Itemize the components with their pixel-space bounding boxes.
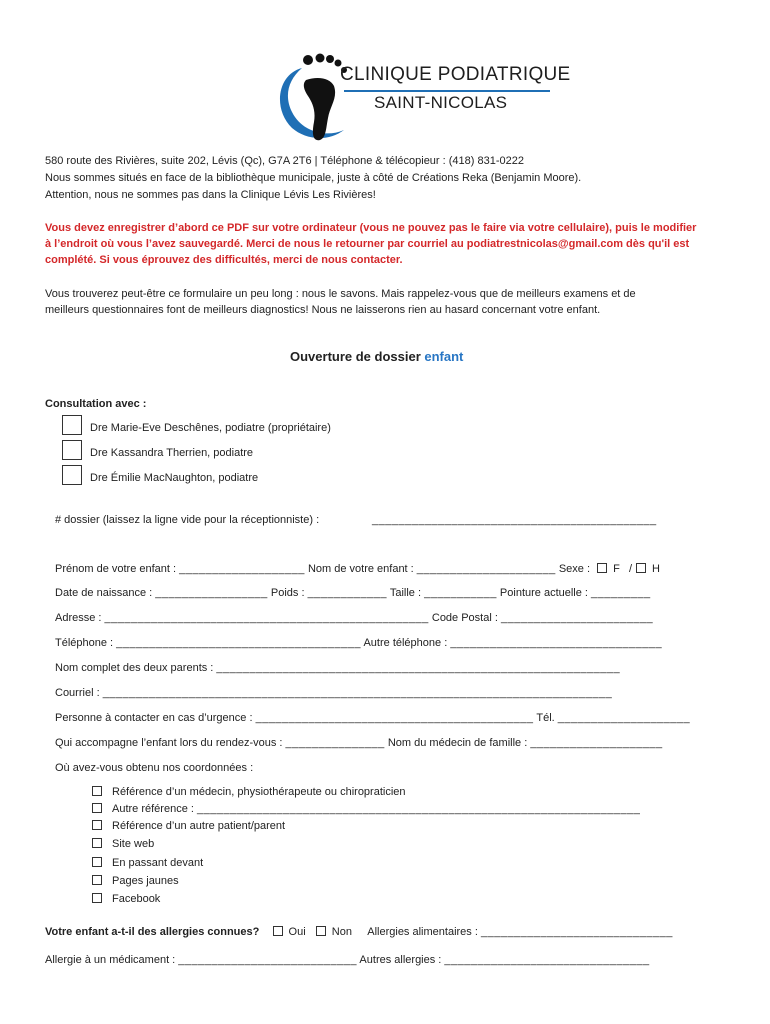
form-title-accent: enfant xyxy=(424,349,464,364)
field-row-names xyxy=(55,563,660,575)
allergies-non-label: Non xyxy=(331,926,352,938)
consult-checkbox-2[interactable] xyxy=(62,440,82,460)
autre-tel-field[interactable]: ________________________________ xyxy=(450,637,663,649)
field-row-parents xyxy=(55,662,620,674)
allergies-alimentaires-label: Allergies alimentaires : xyxy=(367,926,481,938)
courriel-label: Courriel : xyxy=(55,687,103,699)
field-row-email xyxy=(55,687,612,699)
field-row-allergies-2 xyxy=(45,954,650,966)
adresse-label: Adresse : xyxy=(55,612,105,624)
address-line-1: 580 route des Rivières, suite 202, Lévis (Qc), G7A 2T6 | Téléphone & télécopieur : (418) 831-0222 xyxy=(45,155,524,167)
source-label-3: Référence d’un autre patient/parent xyxy=(112,820,286,832)
source-checkbox-2[interactable] xyxy=(92,803,102,813)
prenom-field[interactable]: ___________________ xyxy=(179,563,305,575)
logo-title: CLINIQUE PODIATRIQUE xyxy=(340,64,571,85)
source-checkbox-3[interactable] xyxy=(92,820,102,830)
field-row-companion xyxy=(55,737,663,749)
parents-label: Nom complet des deux parents : xyxy=(55,662,217,674)
source-item-6[interactable] xyxy=(92,875,179,887)
allergies-oui-checkbox[interactable] xyxy=(273,926,283,936)
allergies-question: Votre enfant a-t-il des allergies connues? xyxy=(45,926,260,938)
dossier-field[interactable]: ___________________________________________ xyxy=(372,514,657,526)
sexe-f-checkbox[interactable] xyxy=(597,563,607,573)
sexe-label: Sexe : xyxy=(555,563,594,575)
pointure-label: Pointure actuelle : xyxy=(496,587,592,599)
source-label-2: Autre référence : xyxy=(112,803,197,815)
warning-line-3: complété. Si vous éprouvez des difficultés, merci de nous contacter. xyxy=(45,254,403,266)
sexe-separator: / xyxy=(628,563,633,575)
form-title-main: Ouverture de dossier xyxy=(290,349,425,364)
consult-option-2: Dre Kassandra Therrien, podiatre xyxy=(90,447,254,459)
dossier-label: # dossier (laissez la ligne vide pour la réceptionniste) : xyxy=(55,514,320,526)
address-line-3: Attention, nous ne sommes pas dans la Clinique Lévis Les Rivières! xyxy=(45,189,376,201)
nom-label: Nom de votre enfant : xyxy=(304,563,417,575)
source-checkbox-4[interactable] xyxy=(92,838,102,848)
poids-label: Poids : xyxy=(267,587,308,599)
telephone-field[interactable]: _____________________________________ xyxy=(116,637,362,649)
allergie-medicament-label: Allergie à un médicament : xyxy=(45,954,179,966)
prenom-label: Prénom de votre enfant : xyxy=(55,563,180,575)
consult-checkbox-3[interactable] xyxy=(62,465,82,485)
intro-line-1: Vous trouverez peut-être ce formulaire un peu long : nous le savons. Mais rappelez-vous que de meilleurs examens et de xyxy=(45,288,636,300)
source-item-7[interactable] xyxy=(92,893,160,905)
taille-label: Taille : xyxy=(386,587,425,599)
field-row-emergency xyxy=(55,712,690,724)
source-checkbox-6[interactable] xyxy=(92,875,102,885)
autres-allergies-field[interactable]: _______________________________ xyxy=(444,954,650,966)
source-label-1: Référence d’un médecin, physiothérapeute ou chiropraticien xyxy=(112,786,406,798)
autres-allergies-label: Autres allergies : xyxy=(356,954,445,966)
source-item-2[interactable] xyxy=(92,803,640,815)
accompagne-field[interactable]: _______________ xyxy=(285,737,385,749)
foot-logo-icon xyxy=(268,46,368,146)
medecin-label: Nom du médecin de famille : xyxy=(384,737,531,749)
field-row-address xyxy=(55,612,653,624)
tel-field[interactable]: ____________________ xyxy=(557,712,691,724)
contact-field[interactable]: __________________________________________ xyxy=(255,712,534,724)
field-row-phones xyxy=(55,637,662,649)
source-label-7: Facebook xyxy=(112,893,161,905)
source-item-1[interactable] xyxy=(92,786,406,798)
source-label-6: Pages jaunes xyxy=(112,875,179,887)
source-item-5[interactable] xyxy=(92,857,203,869)
allergies-non-checkbox[interactable] xyxy=(316,926,326,936)
source-label-5: En passant devant xyxy=(112,857,204,869)
field-row-allergies xyxy=(45,926,673,938)
form-title xyxy=(290,349,463,364)
logo-divider xyxy=(344,90,550,92)
allergies-oui-label: Oui xyxy=(288,926,306,938)
naissance-label: Date de naissance : xyxy=(55,587,156,599)
consult-option-3: Dre Émilie MacNaughton, podiatre xyxy=(90,472,259,484)
autre-tel-label: Autre téléphone : xyxy=(361,637,451,649)
pointure-field[interactable]: _________ xyxy=(591,587,651,599)
logo-subtitle: SAINT-NICOLAS xyxy=(374,93,508,112)
taille-field[interactable]: ___________ xyxy=(424,587,497,599)
intro-line-2: meilleurs questionnaires font de meilleurs diagnostics! Nous ne laisserons rien au hasard concernant votre enfant. xyxy=(45,304,601,316)
nom-field[interactable]: _____________________ xyxy=(416,563,556,575)
allergies-alimentaires-field[interactable]: _____________________________ xyxy=(480,926,673,938)
address-line-2: Nous sommes situés en face de la bibliothèque municipale, juste à côté de Créations Reka (Benjamin Moore). xyxy=(45,172,582,184)
adresse-field[interactable]: _________________________________________________ xyxy=(104,612,429,624)
source-item-3[interactable] xyxy=(92,820,285,832)
code-postal-label: Code Postal : xyxy=(428,612,501,624)
warning-line-1: Vous devez enregistrer d’abord ce PDF sur votre ordinateur (vous ne pouvez pas le faire via votre cellulaire), puis le modifier xyxy=(45,222,697,234)
consultation-label: Consultation avec : xyxy=(45,398,147,410)
parents-field[interactable]: _____________________________________________________________ xyxy=(216,662,621,674)
naissance-field[interactable]: _________________ xyxy=(155,587,268,599)
telephone-label: Téléphone : xyxy=(55,637,117,649)
coordonnees-label: Où avez-vous obtenu nos coordonnées : xyxy=(55,762,254,774)
source-checkbox-7[interactable] xyxy=(92,893,102,903)
consult-option-1: Dre Marie-Eve Deschênes, podiatre (propriétaire) xyxy=(90,422,331,434)
autre-reference-field[interactable]: ___________________________________________________________________ xyxy=(197,803,641,815)
medecin-field[interactable]: ____________________ xyxy=(530,737,663,749)
sexe-h-checkbox[interactable] xyxy=(636,563,646,573)
sexe-f-label: F xyxy=(613,563,620,575)
accompagne-label: Qui accompagne l’enfant lors du rendez-vous : xyxy=(55,737,286,749)
contact-label: Personne à contacter en cas d’urgence : xyxy=(55,712,256,724)
warning-line-2: à l’endroit où vous l’avez sauvegardé. Merci de nous le retourner par courriel au podiatrestnicolas@gmail.com dès qu'il est xyxy=(45,238,690,250)
source-label-4: Site web xyxy=(112,838,155,850)
clinic-logo xyxy=(268,46,571,146)
tel-label: Tél. xyxy=(533,712,558,724)
field-row-measures xyxy=(55,587,651,599)
poids-field[interactable]: ____________ xyxy=(307,587,387,599)
consult-checkbox-1[interactable] xyxy=(62,415,82,435)
sexe-h-label: H xyxy=(652,563,660,575)
source-checkbox-5[interactable] xyxy=(92,857,102,867)
courriel-field[interactable]: _____________________________________________________________________________ xyxy=(102,687,613,699)
source-checkbox-1[interactable] xyxy=(92,786,102,796)
allergie-medicament-field[interactable]: ___________________________ xyxy=(178,954,357,966)
source-item-4[interactable] xyxy=(92,838,154,850)
code-postal-field[interactable]: _______________________ xyxy=(500,612,654,624)
